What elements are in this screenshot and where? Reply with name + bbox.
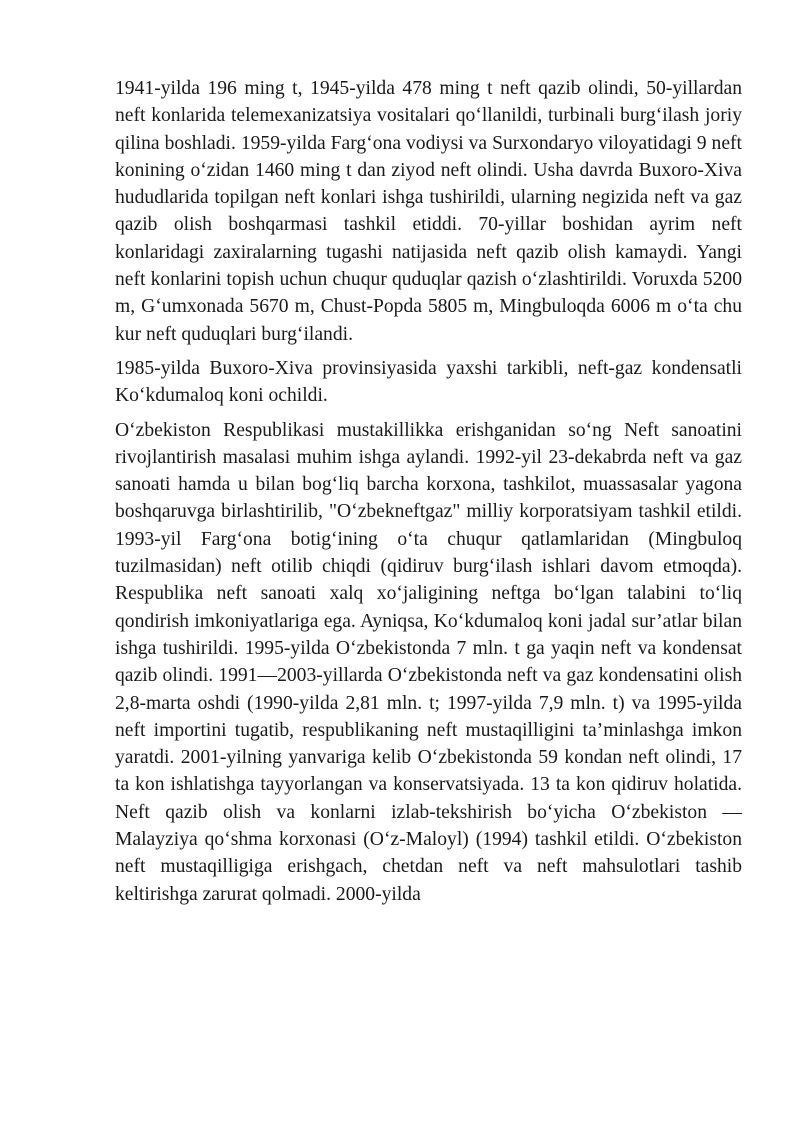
paragraph-kokdumaloq-discovery: 1985-yilda Buxoro-Xiva provinsiyasida yaxshi tarkibli, neft-gaz kondensatli Ko‘kdumaloq koni ochildi.: [115, 357, 742, 407]
paragraph-independence-oil-industry: O‘zbekiston Respublikasi mustakillikka erishganidan so‘ng Neft sanoatini rivojlantirish masalasi muhim ishga aylandi. 1992-yil 23-dekabrda neft va gaz sanoati hamda u bilan bog‘liq barcha korxona, tashkilot, muassasalar yagona boshqaruvga birlashtirilib, "O‘zbekneftgaz" milliy korporatsiyam tashkil etildi. 1993-yil Farg‘ona botig‘ining o‘ta chuqur qatlamlaridan (Mingbuloq tuzilmasidan) neft otilib chiqdi (qidiruv burg‘ilash ishlari davom etmoqda). Respublika neft sanoati xalq xo‘jaligining neftga bo‘lgan talabini to‘liq qondirish imkoniyatlariga ega. Ayniqsa, Ko‘kdumaloq koni jadal sur’atlar bilan ishga tushirildi. 1995-yilda O‘zbekistonda 7 mln. t ga yaqin neft va kondensat qazib olindi. 1991—2003-yillarda O‘zbekistonda neft va gaz kondensatini olish 2,8-marta oshdi (1990-yilda 2,81 mln. t; 1997-yilda 7,9 mln. t) va 1995-yilda neft importini tugatib, respublikaning neft mustaqilligini ta’minlashga imkon yaratdi. 2001-yilning yanvariga kelib O‘zbekistonda 59 kondan neft olindi, 17 ta kon ishlatishga tayyorlangan va konservatsiyada. 13 ta kon qidiruv holatida. Neft qazib olish va konlarni izlab-tekshirish bo‘yicha O‘zbekiston — Malayziya qo‘shma korxonasi (O‘z-Maloyl) (1994) tashkil etildi. O‘zbekiston neft mustaqilligiga erishgach, chetdan neft va neft mahsulotlari tashib keltirishga zarurat qolmadi. 2000-yilda: [115, 419, 742, 905]
document-page: [115, 75, 742, 915]
paragraph-oil-history-1941-1970s: 1941-yilda 196 ming t, 1945-yilda 478 ming t neft qazib olindi, 50-yillardan neft konlarida telemexanizatsiya vositalari qo‘llanildi, turbinali burg‘ilash joriy qilina boshladi. 1959-yilda Farg‘ona vodiysi va Surxondaryo viloyatidagi 9 neft konining o‘zidan 1460 ming t dan ziyod neft olindi. Usha davrda Buxoro-Xiva hududlarida topilgan neft konlari ishga tushirildi, ularning negizida neft va gaz qazib olish boshqarmasi tashkil etiddi. 70-yillar boshidan ayrim neft konlaridagi zaxiralarning tugashi natijasida neft qazib olish kamaydi. Yangi neft konlarini topish uchun chuqur quduqlar qazish o‘zlashtirildi. Voruxda 5200 m, G‘umxonada 5670 m, Chust-Popda 5805 m, Mingbuloqda 6006 m o‘ta chu kur neft quduqlari burg‘ilandi.: [115, 78, 742, 345]
